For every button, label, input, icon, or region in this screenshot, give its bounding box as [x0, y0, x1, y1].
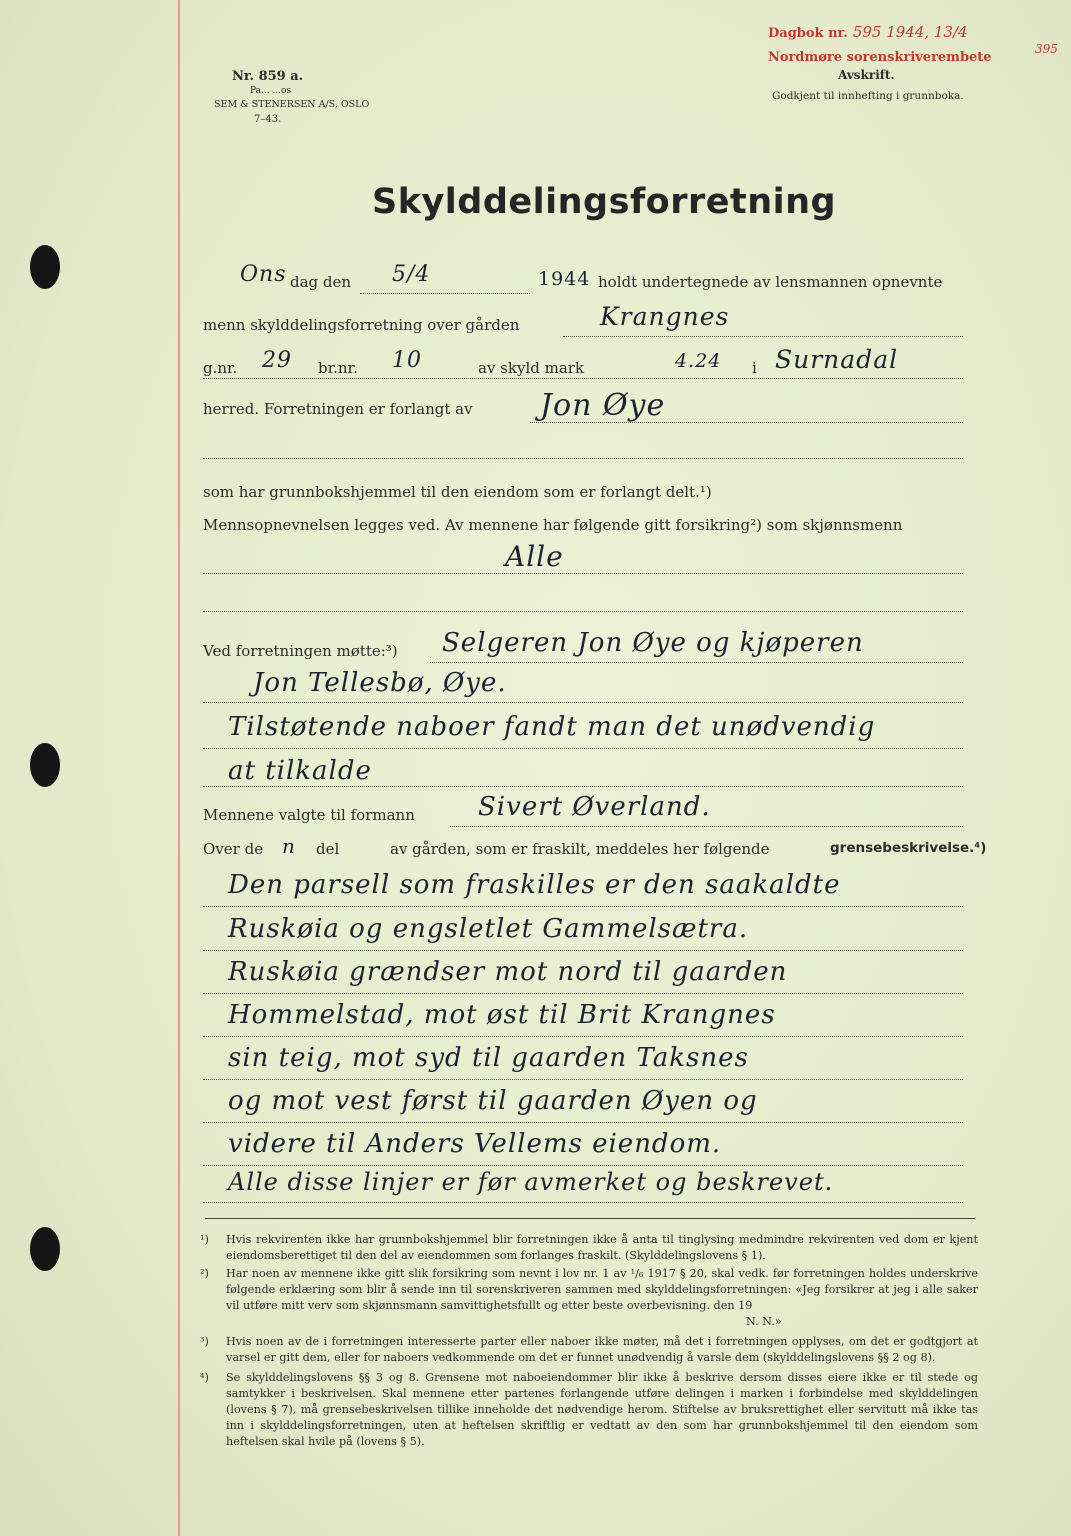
footnote-mark: ³): [200, 1335, 209, 1348]
footnote-mark: ²): [200, 1267, 209, 1280]
footnote-text: Hvis noen av de i forretningen interesserte parter eller naboer ikke møter, må det i forretningen opplyses, om det er godtgjort at varsel er gitt dem, eller for naboers vedkommende om det er funnet unødvendig å varsle dem (skylddelingslovens §§ 2 og 8).: [226, 1335, 978, 1364]
journal-label: Dagbok nr.: [768, 26, 848, 41]
boundary-rule: [203, 1079, 963, 1080]
footnote: [200, 1266, 978, 1314]
punch-hole: [30, 743, 60, 787]
form-number: Nr. 859 a.: [232, 69, 304, 84]
boundary-line: Ruskøia grændser mot nord til gaarden: [228, 957, 788, 987]
approval-note: Godkjent til innhefting i grunnboka.: [772, 90, 964, 102]
punch-hole: [30, 1227, 60, 1271]
year: 1944: [538, 268, 591, 290]
attendance-line-1: Selgeren Jon Øye og kjøperen: [442, 628, 864, 658]
date-rule: [360, 293, 530, 294]
publisher-line-2: SEM & STENERSEN A/S, OSLO: [214, 99, 370, 110]
footnote: [200, 1314, 978, 1330]
footnote: [200, 1232, 978, 1264]
journal-number: 595 1944, 13/4: [852, 23, 968, 41]
blank-rule: [203, 458, 963, 459]
land-registry-text: som har grunnbokshjemmel til den eiendom som er forlangt delt.¹): [203, 483, 712, 501]
boundary-intro-bold: grensebeskrivelse.⁴): [830, 840, 987, 856]
footnote-text: Har noen av mennene ikke gitt slik forsikring som nevnt i lov nr. 1 av ¹/₆ 1917 § 20, skal vedk. før forretningen holdes underskrive følgende erklæring som blir å sende inn til sorenskriveren sammen med skylddelingsforretningen: «Jeg forsikrer at jeg i alle saker vil utføre mitt verv som skjønnsmann samvittighetsfullt og etter beste overbevisning. den 19: [226, 1267, 978, 1312]
footnote-mark: ¹): [200, 1233, 209, 1246]
date-label: dag den: [290, 273, 352, 291]
chairman-rule: [450, 826, 963, 827]
assessors-rule: [203, 573, 963, 574]
boundary-intro-2: del: [316, 840, 340, 858]
neighbours-rule: [203, 748, 963, 749]
requester-rule: [530, 422, 963, 423]
attendance-rule: [430, 662, 963, 663]
boundary-line: videre til Anders Vellems eiendom.: [228, 1129, 722, 1159]
boundary-rule: [203, 1036, 963, 1037]
boundary-rule: [203, 906, 963, 907]
requester-name: Jon Øye: [540, 388, 666, 423]
boundary-rule: [203, 1165, 963, 1166]
court-office-stamp: Nordmøre sorenskriverembete: [768, 50, 992, 65]
margin-line: [178, 0, 180, 1536]
blank-rule-2: [203, 611, 963, 612]
boundary-line: Alle disse linjer er før avmerket og beskrevet.: [228, 1168, 834, 1196]
page-number: 395: [1035, 42, 1058, 56]
assessors-handwritten: Alle: [505, 540, 564, 573]
journal-stamp: [768, 22, 968, 41]
footnote-text: Se skylddelingslovens §§ 3 og 8. Grensene mot naboeiendommer blir ikke å beskrive dersom disses eiere ikke er til stede og samtykker i beskrivelsen. Skal mennene etter partenes forlangende utføre delingen i marken i forbindelse med skylddelingen (lovens § 7), må grensebeskrivelsen tillike inneholde det nødvendige herom. Stiftelse av bruksrettighet eller servitutt må ikke tas inn i skylddelingsforretningen, uten at heftelsen skriftlig er vedtatt av den som har grunnbokshjemmel til den eiendom som heftelsen skal hvile på (lovens § 5).: [226, 1371, 978, 1448]
gnr-label: g.nr.: [203, 359, 238, 377]
farm-name: Krangnes: [600, 302, 730, 331]
attendance-label: Ved forretningen møtte:³): [203, 642, 398, 660]
footnote-text: Hvis rekvirenten ikke har grunnbokshjemmel blir forretningen ikke å anta til tinglysing medmindre rekvirenten ved dom er kjent eiendomsberettiget til den del av eiendommen som forlanges fraskilt. (Skylddelingslovens § 1).: [226, 1233, 978, 1262]
boundary-line: Ruskøia og engsletlet Gammelsætra.: [228, 914, 749, 944]
date-handwritten: 5/4: [392, 262, 431, 287]
boundary-intro-3: av gården, som er fraskilt, meddeles her følgende: [390, 840, 770, 858]
footnote-signature: N. N.»: [746, 1315, 782, 1328]
chairman-name: Sivert Øverland.: [478, 792, 711, 822]
boundary-rule: [203, 993, 963, 994]
publisher-line-1: Pa... ...os: [250, 86, 292, 96]
boundary-line: og mot vest først til gaarden Øyen og: [228, 1086, 758, 1116]
line-rule: [203, 378, 963, 379]
boundary-rule: [203, 1202, 963, 1203]
print-date: 7–43.: [254, 114, 282, 125]
skyld-label: av skyld mark: [478, 359, 585, 377]
boundary-rule: [203, 950, 963, 951]
footnote: [200, 1334, 978, 1366]
document-title: Skylddelingsforretning: [372, 182, 837, 222]
neighbours-line-1: Tilstøtende naboer fandt man det unødvendig: [228, 712, 876, 742]
attendance-line-2: Jon Tellesbø, Øye.: [253, 668, 507, 698]
farm-label: menn skylddelingsforretning over gården: [203, 316, 520, 334]
weekday-handwritten: Ons: [240, 262, 287, 287]
brnr-label: br.nr.: [318, 359, 358, 377]
neighbours-rule-2: [203, 786, 963, 787]
gnr-value: 29: [262, 348, 292, 373]
in-label: i: [752, 359, 757, 377]
municipality: Surnadal: [775, 345, 899, 374]
requested-by-label: herred. Forretningen er forlangt av: [203, 400, 473, 418]
boundary-rule: [203, 1122, 963, 1123]
farm-rule: [563, 336, 963, 337]
boundary-line: Hommelstad, mot øst til Brit Krangnes: [228, 1000, 776, 1030]
footnotes: [200, 1232, 978, 1450]
chairman-label: Mennene valgte til formann: [203, 806, 415, 824]
brnr-value: 10: [392, 348, 422, 373]
boundary-line: sin teig, mot syd til gaarden Taksnes: [228, 1043, 749, 1073]
footnote-separator: [205, 1218, 975, 1219]
neighbours-line-2: at tilkalde: [228, 756, 372, 786]
boundary-intro-1: Over de: [203, 840, 264, 858]
boundary-intro-hand: n: [282, 834, 296, 858]
appointment-text: Mennsopnevnelsen legges ved. Av mennene har følgende gitt forsikring²) som skjønnsmenn: [203, 516, 903, 534]
attendance-rule-2: [203, 702, 963, 703]
held-by-text: holdt undertegnede av lensmannen opnevnte: [598, 273, 943, 291]
skyld-value: 4.24: [675, 350, 722, 372]
footnote-mark: ⁴): [200, 1371, 209, 1384]
copy-label: Avskrift.: [838, 68, 895, 82]
boundary-line: Den parsell som fraskilles er den saakaldte: [228, 870, 841, 900]
punch-hole: [30, 245, 60, 289]
footnote-mark: [200, 1314, 226, 1330]
footnote: [200, 1370, 978, 1450]
